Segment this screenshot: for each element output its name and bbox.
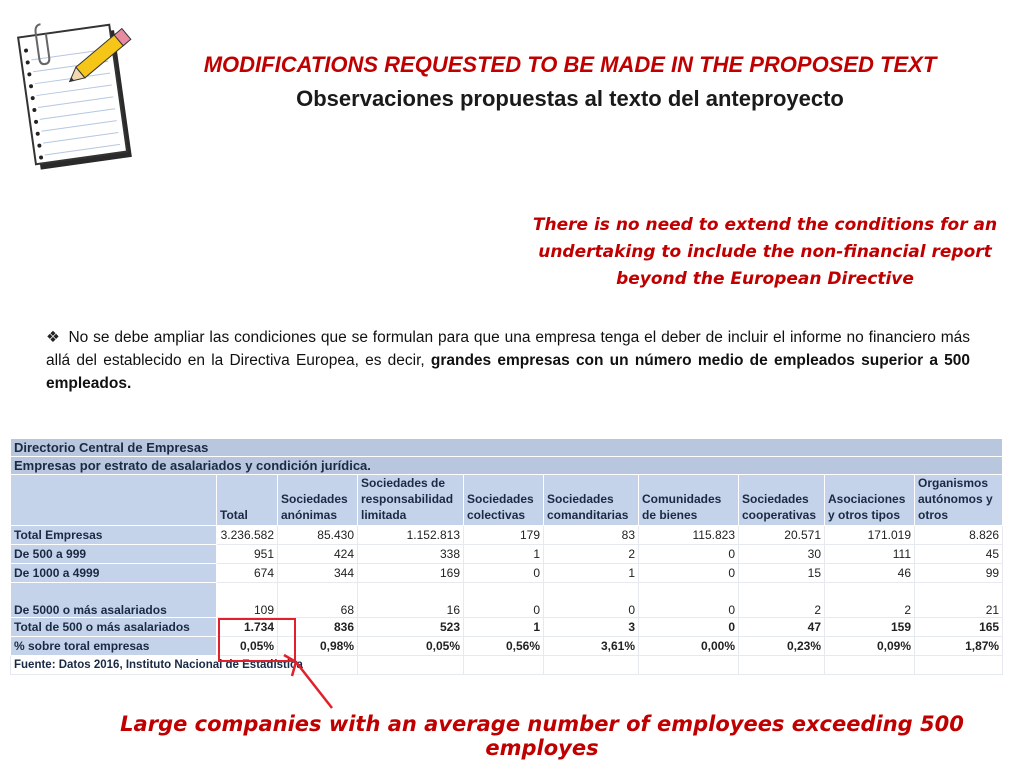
table-cell: 2 xyxy=(544,545,639,564)
table-cell: 0,09% xyxy=(825,637,915,656)
table-cell: 1 xyxy=(464,618,544,637)
paragraph-text: No se debe ampliar las condiciones que se formulan para que una empresa tenga el deber de incluir el informe no financiero más allá del establecido en la Directiva Europea, es decir, xyxy=(46,329,970,369)
row-label: % sobre toral empresas xyxy=(11,637,217,656)
table-cell: 1 xyxy=(544,564,639,583)
title-spanish: Observaciones propuestas al texto del anteproyecto xyxy=(296,86,844,111)
table-cell: 674 xyxy=(217,564,278,583)
table-cell: 165 xyxy=(915,618,1003,637)
table-row xyxy=(11,564,1003,583)
table-cell: 0 xyxy=(464,564,544,583)
table-cell: 0 xyxy=(639,618,739,637)
title-english: MODIFICATIONS REQUESTED TO BE MADE IN THE PROPOSED TEXT xyxy=(203,52,937,77)
table-cell: 85.430 xyxy=(278,526,358,545)
table-cell: 0 xyxy=(639,545,739,564)
table-cell: 0,05% xyxy=(217,637,278,656)
paragraph-bold-text: grandes empresas con un número medio de empleados superior a 500 empleados. xyxy=(46,352,971,392)
table-row xyxy=(11,526,1003,545)
notepad-pencil-icon xyxy=(12,10,140,170)
row-label: De 500 a 999 xyxy=(11,545,217,564)
table-cell: 3,61% xyxy=(544,637,639,656)
table-cell: 523 xyxy=(358,618,464,637)
table-row xyxy=(11,618,1003,637)
table-cell: 45 xyxy=(915,545,1003,564)
table-cell: 3 xyxy=(544,618,639,637)
table-cell: 8.826 xyxy=(915,526,1003,545)
table-cell: 1.152.813 xyxy=(358,526,464,545)
table-cell: 21 xyxy=(915,583,1003,618)
table-cell: 68 xyxy=(278,583,358,618)
table-cell: 171.019 xyxy=(825,526,915,545)
column-header: Asociaciones y otros tipos xyxy=(825,475,915,526)
table-cell: 2 xyxy=(739,583,825,618)
table-cell: 30 xyxy=(739,545,825,564)
table-cell: 0,23% xyxy=(739,637,825,656)
caption-large-companies: Large companies with an average number of employees exceeding 500 employes xyxy=(120,712,964,760)
column-header: Sociedades cooperativas xyxy=(739,475,825,526)
table-header-row xyxy=(11,475,1003,526)
table-cell: 115.823 xyxy=(639,526,739,545)
row-label: Total Empresas xyxy=(11,526,217,545)
row-label: De 1000 a 4999 xyxy=(11,564,217,583)
column-header: Comunidades de bienes xyxy=(639,475,739,526)
table-cell: 99 xyxy=(915,564,1003,583)
table-cell: 169 xyxy=(358,564,464,583)
table-cell: 179 xyxy=(464,526,544,545)
column-header: Sociedades colectivas xyxy=(464,475,544,526)
table-cell: 15 xyxy=(739,564,825,583)
table-row xyxy=(11,583,1003,618)
table-cell: 951 xyxy=(217,545,278,564)
table-cell: 338 xyxy=(358,545,464,564)
header-blank xyxy=(11,475,217,526)
table-row xyxy=(11,637,1003,656)
table-subtitle: Empresas por estrato de asalariados y condición jurídica. xyxy=(11,457,1003,475)
table-row xyxy=(11,545,1003,564)
table-cell: 0 xyxy=(544,583,639,618)
table-cell: 109 xyxy=(217,583,278,618)
table-cell: 46 xyxy=(825,564,915,583)
table-cell: 159 xyxy=(825,618,915,637)
row-label: De 5000 o más asalariados xyxy=(11,583,217,618)
column-header: Sociedades anónimas xyxy=(278,475,358,526)
table-cell: 836 xyxy=(278,618,358,637)
table-cell: 0 xyxy=(639,583,739,618)
table-cell: 424 xyxy=(278,545,358,564)
column-header: Sociedades comanditarias xyxy=(544,475,639,526)
note-red-statement: There is no need to extend the conditions for an undertaking to include the non-financial report beyond the European Directive xyxy=(532,215,998,289)
table-cell: 0 xyxy=(464,583,544,618)
table-cell: 111 xyxy=(825,545,915,564)
highlight-box xyxy=(218,618,296,662)
table-cell: 344 xyxy=(278,564,358,583)
diamond-bullet-icon: ❖ xyxy=(46,328,61,346)
table-cell: 83 xyxy=(544,526,639,545)
table-cell: 0,00% xyxy=(639,637,739,656)
table-cell: 2 xyxy=(825,583,915,618)
table-cell: 3.236.582 xyxy=(217,526,278,545)
table-cell: 0,05% xyxy=(358,637,464,656)
table-cell: 1.734 xyxy=(217,618,278,637)
table-cell: 47 xyxy=(739,618,825,637)
table-cell: 0,98% xyxy=(278,637,358,656)
table-source-row xyxy=(11,656,1003,675)
table-cell: 0,56% xyxy=(464,637,544,656)
column-header: Total xyxy=(217,475,278,526)
company-directory-table xyxy=(10,438,1002,675)
table-cell: 20.571 xyxy=(739,526,825,545)
row-label: Total de 500 o más asalariados xyxy=(11,618,217,637)
body-paragraph xyxy=(46,326,970,395)
table-cell: 1 xyxy=(464,545,544,564)
column-header: Sociedades de responsabilidad limitada xyxy=(358,475,464,526)
table-cell: 16 xyxy=(358,583,464,618)
table-source: Fuente: Datos 2016, Instituto Nacional de Estadística xyxy=(11,656,358,675)
table-cell: 1,87% xyxy=(915,637,1003,656)
table-cell: 0 xyxy=(639,564,739,583)
column-header: Organismos autónomos y otros xyxy=(915,475,1003,526)
table-title: Directorio Central de Empresas xyxy=(11,439,1003,457)
